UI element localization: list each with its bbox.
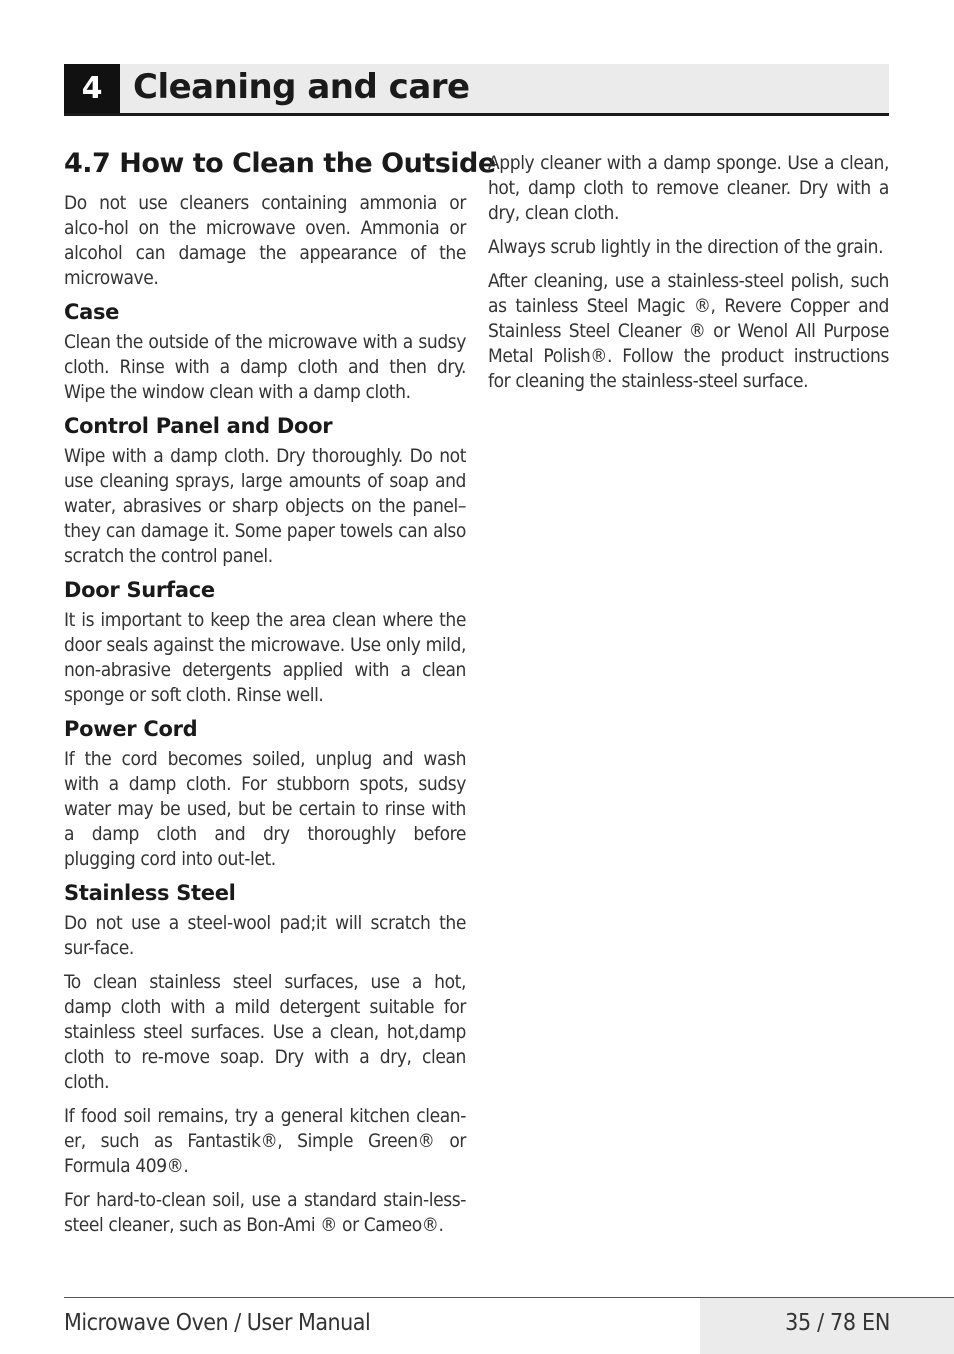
- power-cord-paragraph: If the cord becomes soiled, unplug and wash with a damp cloth. For stubborn spots, sudsy water may be used, but be certain to rinse with a damp cloth and dry thoroughly before plugging cord into out-let.: [64, 748, 466, 870]
- section-title: 4.7 How to Clean the Outside: [64, 148, 496, 179]
- stainless-steel-paragraph-2: To clean stainless steel surfaces, use a hot, damp cloth with a mild detergent suitable for stainless steel surfaces. Use a clean, hot,damp cloth to re-move soap. Dry with a dry, clean cloth.: [64, 971, 466, 1093]
- case-paragraph: Clean the outside of the microwave with a sudsy cloth. Rinse with a damp cloth and then dry. Wipe the window clean with a damp cloth.: [64, 331, 466, 403]
- intro-paragraph: Do not use cleaners containing ammonia or alco-hol on the microwave oven. Ammonia or alcohol can damage the appearance of the microwave.: [64, 192, 466, 289]
- footer-manual-title: Microwave Oven / User Manual: [64, 1310, 371, 1336]
- right-paragraph-2: Always scrub lightly in the direction of the grain.: [488, 236, 884, 258]
- stainless-steel-heading: Stainless Steel: [64, 881, 236, 905]
- control-panel-paragraph: Wipe with a damp cloth. Dry thoroughly. Do not use cleaning sprays, large amounts of soap and water, abrasives or sharp objects on the panel–they can damage it. Some paper towels can also scratch the control panel.: [64, 445, 466, 567]
- chapter-header: [64, 64, 889, 116]
- right-column: [488, 151, 889, 403]
- chapter-title: Cleaning and care: [133, 67, 470, 107]
- power-cord-heading: Power Cord: [64, 717, 198, 741]
- door-surface-heading: Door Surface: [64, 578, 215, 602]
- case-heading: Case: [64, 300, 120, 324]
- control-panel-heading: Control Panel and Door: [64, 414, 333, 438]
- right-paragraph-3: After cleaning, use a stainless-steel polish, such as tainless Steel Magic ®, Revere Copper and Stainless Steel Cleaner ® or Wenol All Purpose Metal Polish®. Follow the product instructions for cleaning the stainless-steel surface.: [488, 270, 889, 392]
- stainless-steel-paragraph-3: If food soil remains, try a general kitchen clean-er, such as Fantastik®, Simple Green® or Formula 409®.: [64, 1105, 466, 1177]
- stainless-steel-paragraph-1: Do not use a steel-wool pad;it will scratch the sur-face.: [64, 912, 466, 959]
- chapter-number: 4: [64, 64, 120, 113]
- door-surface-paragraph: It is important to keep the area clean where the door seals against the microwave. Use only mild, non-abrasive detergents applied with a clean sponge or soft cloth. Rinse well.: [64, 609, 466, 706]
- left-column: [64, 148, 496, 1247]
- right-paragraph-1: Apply cleaner with a damp sponge. Use a clean, hot, damp cloth to remove cleaner. Dry with a dry, clean cloth.: [488, 152, 889, 224]
- stainless-steel-paragraph-4: For hard-to-clean soil, use a standard stain-less-steel cleaner, such as Bon-Ami ® or Cameo®.: [64, 1189, 466, 1236]
- footer-page-number: 35 / 78 EN: [785, 1310, 890, 1336]
